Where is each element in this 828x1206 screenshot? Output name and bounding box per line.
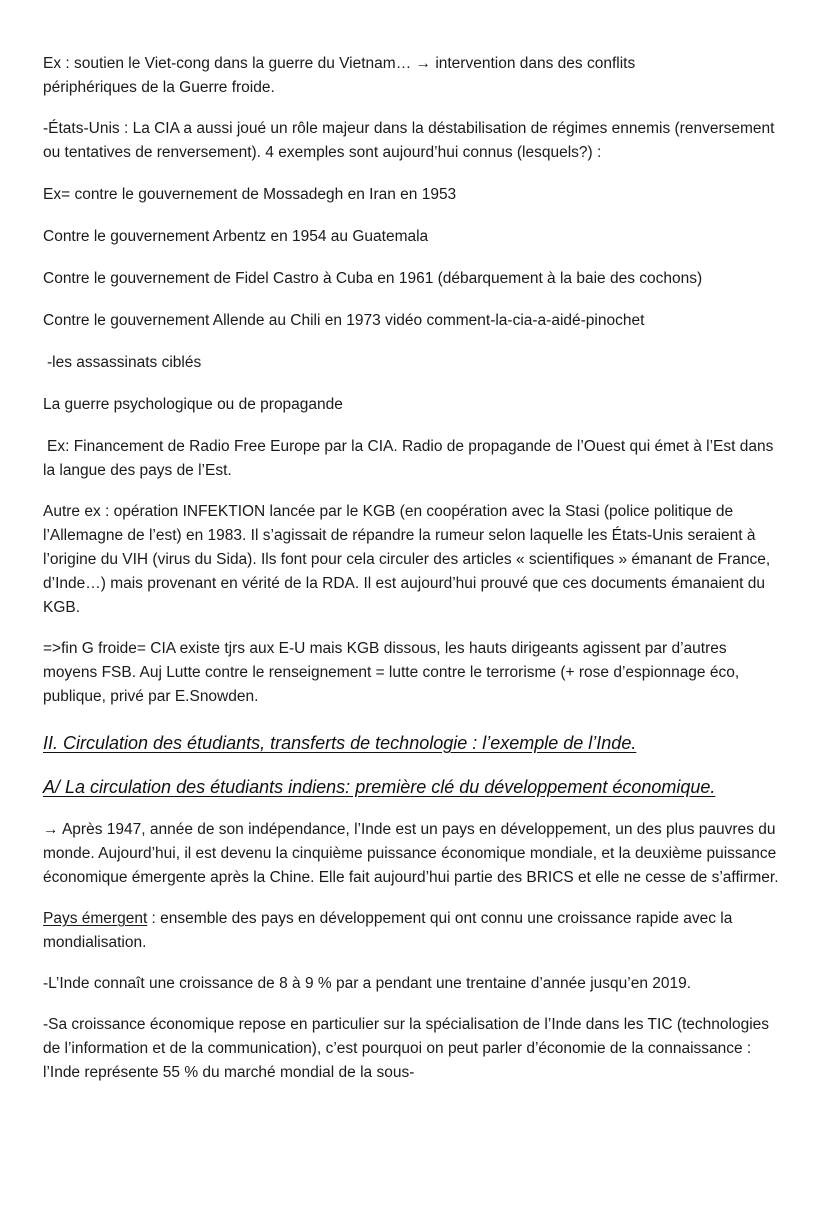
document-page [43,52,785,1085]
section-heading-2a: A/ La circulation des étudiants indiens: première clé du développement économique. [43,777,716,797]
paragraph-guatemala: Contre le gouvernement Arbentz en 1954 au Guatemala [43,228,429,245]
paragraph-tic: -Sa croissance économique repose en particulier sur la spécialisation de l’Inde dans les TIC (technologies de l’information et de la communication), c’est pourquoi on peut parler d’économie de la connaissance : l’Inde représente 55 % du marché mondial de la sous- [43,1016,770,1081]
paragraph-inde-1947: → Après 1947, année de son indépendance, l’Inde est un pays en développement, un des plus pauvres du monde. Aujourd’hui, il est devenu la cinquième puissance économique mondiale, et la deuxième puissance économique émergente après la Chine. Elle fait aujourd’hui partie des BRICS et elle ne cesse de s’affirmer. [43,821,779,886]
paragraph-fin-guerre-froide: =>fin G froide= CIA existe tjrs aux E-U mais KGB dissous, les hauts dirigeants agissent par d’autres moyens FSB. Auj Lutte contre le renseignement = lutte contre le terrorisme (+ rose d’espionnage éco, publique, privé par E.Snowden. [43,640,740,705]
definition-pays-emergent: : ensemble des pays en développement qui ont connu une croissance rapide avec la mondialisation. [43,910,733,951]
section-heading-2: II. Circulation des étudiants, transferts de technologie : l’exemple de l’Inde. [43,733,637,753]
paragraph-pays-emergent [43,907,785,955]
paragraph-croissance: -L’Inde connaît une croissance de 8 à 9 % par a pendant une trentaine d’année jusqu’en 2019. [43,975,692,992]
paragraph-guerre-psychologique: La guerre psychologique ou de propagande [43,396,343,413]
paragraph-assassinats: -les assassinats ciblés [47,354,202,371]
paragraph-cia-destabilisation: -États-Unis : La CIA a aussi joué un rôle majeur dans la déstabilisation de régimes ennemis (renversement ou tentatives de renversement). 4 exemples sont aujourd’hui connus (lesquels?) : [43,120,775,161]
paragraph-radio-free-europe: Ex: Financement de Radio Free Europe par la CIA. Radio de propagande de l’Ouest qui émet à l’Est dans la langue des pays de l’Est. [43,438,774,479]
paragraph-cuba: Contre le gouvernement de Fidel Castro à Cuba en 1961 (débarquement à la baie des cochons) [43,270,703,287]
paragraph-infektion: Autre ex : opération INFEKTION lancée par le KGB (en coopération avec la Stasi (police politique de l’Allemagne de l’est) en 1983. Il s’agissait de répandre la rumeur selon laquelle les États-Unis seraient à l’origine du VIH (virus du Sida). Ils font pour cela circuler des articles « scientifiques » émanant de France, d’Inde…) mais provenant en vérité de la RDA. Il est aujourd’hui prouvé que ces documents émanaient du KGB. [43,503,771,616]
term-pays-emergent: Pays émergent [43,910,148,927]
paragraph-vietnam: Ex : soutien le Viet-cong dans la guerre du Vietnam… → intervention dans des conflits périphériques de la Guerre froide. [43,55,636,96]
paragraph-chili: Contre le gouvernement Allende au Chili en 1973 vidéo comment-la-cia-a-aidé-pinochet [43,312,645,329]
paragraph-iran: Ex= contre le gouvernement de Mossadegh en Iran en 1953 [43,186,457,203]
